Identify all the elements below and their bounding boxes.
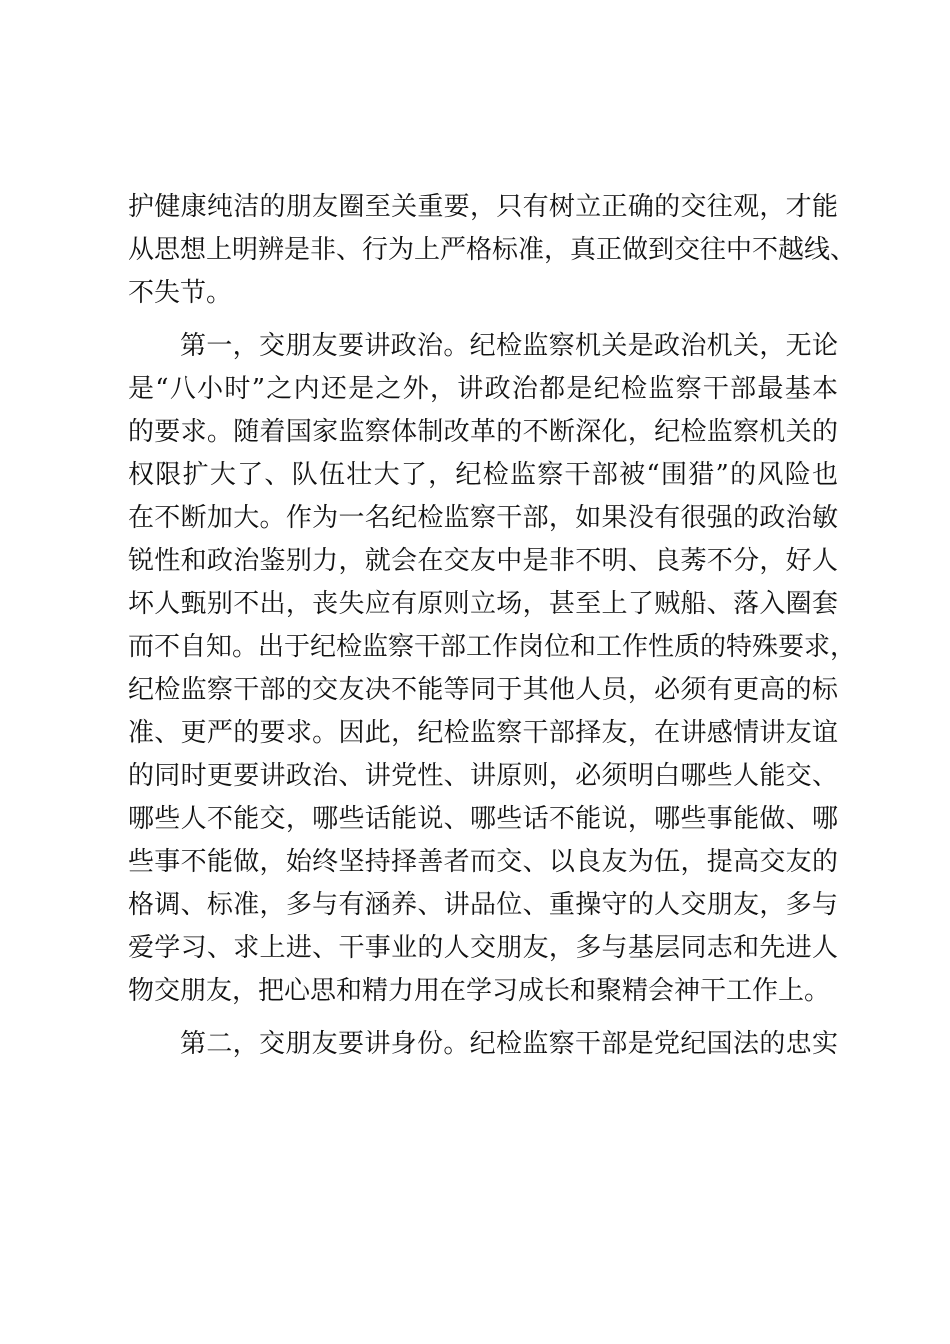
text-line: 是“八小时”之内还是之外，讲政治都是纪检监察干部最基本 xyxy=(128,374,838,404)
text-line: 些事不能做，始终坚持择善者而交、以良友为伍，提高交友的 xyxy=(128,847,838,877)
text-line: 物交朋友，把心思和精力用在学习成长和聚精会神干工作上。 xyxy=(128,976,831,1006)
text-line: 纪检监察干部的交友决不能等同于其他人员，必须有更高的标 xyxy=(128,675,838,705)
paragraph-continuation xyxy=(128,186,857,315)
text-line: 第一，交朋友要讲政治。纪检监察机关是政治机关，无论 xyxy=(180,331,838,361)
text-line: 的要求。随着国家监察体制改革的不断深化，纪检监察机关的 xyxy=(128,417,838,447)
text-line: 哪些人不能交，哪些话能说、哪些话不能说，哪些事能做、哪 xyxy=(128,804,838,834)
text-line: 坏人甄别不出，丧失应有原则立场，甚至上了贼船、落入圈套 xyxy=(128,589,838,619)
text-line: 权限扩大了、队伍壮大了，纪检监察干部被“围猎”的风险也 xyxy=(128,460,838,490)
text-line: 准、更严的要求。因此，纪检监察干部择友，在讲感情讲友谊 xyxy=(128,718,838,748)
text-line: 从思想上明辨是非、行为上严格标准，真正做到交往中不越线、 xyxy=(128,235,857,265)
text-line: 不失节。 xyxy=(128,278,233,308)
text-line: 的同时更要讲政治、讲党性、讲原则，必须明白哪些人能交、 xyxy=(128,761,838,791)
text-line: 锐性和政治鉴别力，就会在交友中是非不明、良莠不分，好人 xyxy=(128,546,838,576)
text-line: 第二，交朋友要讲身份。纪检监察干部是党纪国法的忠实 xyxy=(180,1029,838,1059)
text-line: 格调、标准，多与有涵养、讲品位、重操守的人交朋友，多与 xyxy=(128,890,838,920)
paragraph-first-point xyxy=(128,325,857,1013)
text-line: 而不自知。出于纪检监察干部工作岗位和工作性质的特殊要求， xyxy=(128,632,857,662)
text-line: 爱学习、求上进、干事业的人交朋友，多与基层同志和先进人 xyxy=(128,933,838,963)
text-line: 护健康纯洁的朋友圈至关重要，只有树立正确的交往观，才能 xyxy=(128,192,838,222)
body-text xyxy=(128,186,857,1066)
text-line: 在不断加大。作为一名纪检监察干部，如果没有很强的政治敏 xyxy=(128,503,838,533)
paragraph-second-point xyxy=(128,1023,838,1066)
